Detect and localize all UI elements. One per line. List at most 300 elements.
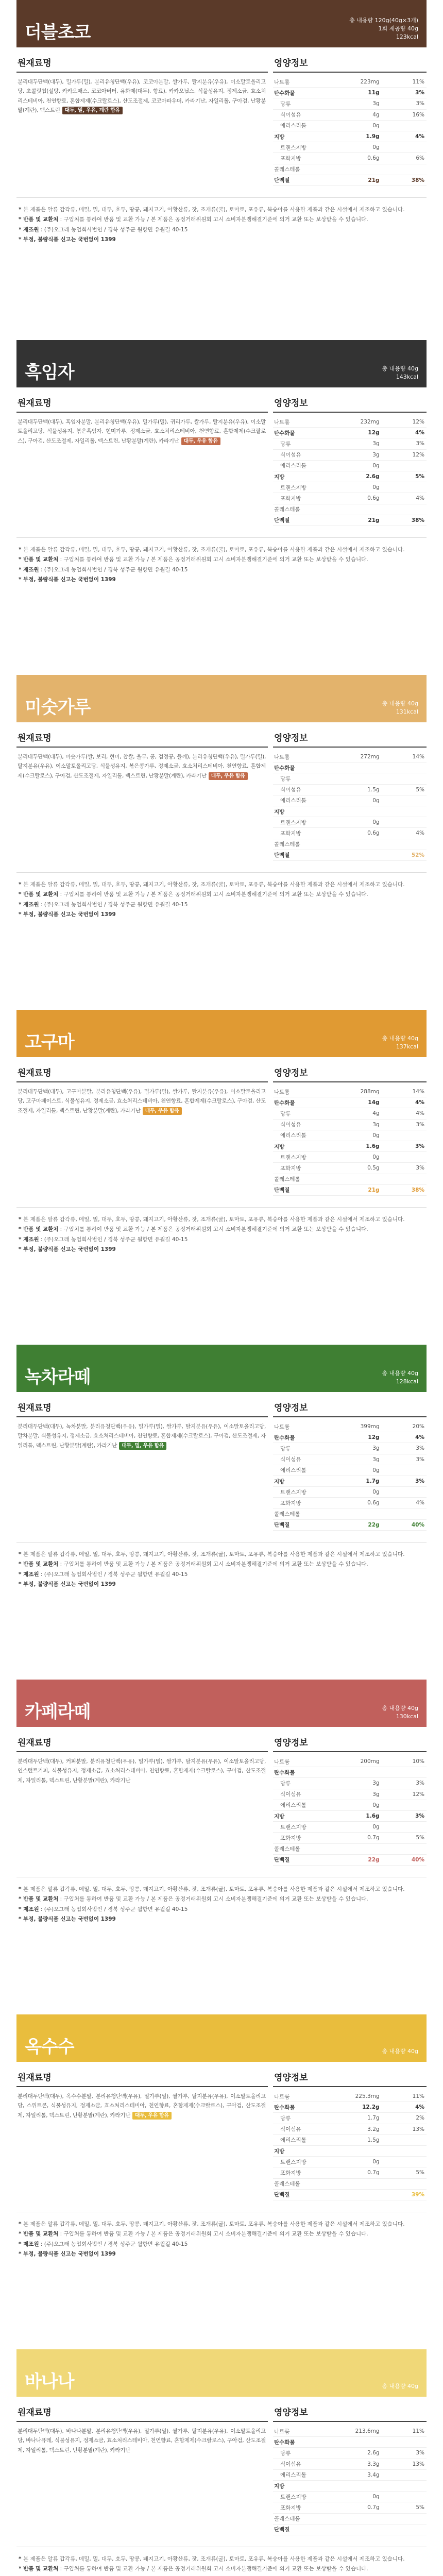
nutrition-row: [273, 98, 427, 109]
nutrient-daily-value: 12%: [384, 1789, 427, 1800]
note-lead: 반품 및 교환처: [23, 2566, 59, 2572]
nutrition-table: [273, 2091, 427, 2200]
nutrient-daily-value: [384, 1767, 427, 1778]
nutrition-row: [273, 1519, 427, 1530]
note-text: : 구입처를 통하여 반품 및 교환 가능 / 본 제품은 공정거래위원회 고시 소비자분쟁해결기준에 의거 교환 또는 보상받을 수 있습니다.: [58, 216, 368, 223]
note-mark: *: [19, 1571, 24, 1578]
note-mark: *: [19, 226, 24, 233]
nutrient-amount: [334, 839, 383, 850]
note-text: : (주)오그래 농업회사법인 / 경북 성주군 월항면 유월길 40-15: [39, 901, 188, 908]
nutrition-row: [273, 839, 427, 850]
note-lead: 부정, 불량식품 신고는 국번없이 1399: [23, 1916, 116, 1923]
note-lead: 제조원: [23, 566, 39, 573]
nutrient-daily-value: [384, 795, 427, 806]
nutrition-column: [273, 1064, 427, 1196]
nutrient-name: 당류: [273, 438, 334, 449]
nutrient-name: 식이섬유: [273, 784, 334, 795]
serving-info: [382, 1704, 419, 1713]
nutrient-daily-value: [384, 504, 427, 515]
note-lead: 반품 및 교환처: [23, 1226, 59, 1233]
nutrient-daily-value: 13%: [384, 2459, 427, 2469]
note-line: [19, 2219, 424, 2229]
serving-label: 1회 제공량: [378, 25, 406, 32]
nutrient-name: 에리스리톨: [273, 795, 334, 806]
nutrient-name: 나트륨: [273, 417, 334, 428]
nutrition-row: [273, 109, 427, 120]
nutrient-name: 탄수화물: [273, 762, 334, 773]
nutrient-amount: 3g: [334, 438, 383, 449]
nutrition-row: [273, 1163, 427, 1174]
nutrient-name: 탄수화물: [273, 1097, 334, 1108]
nutrient-daily-value: 4%: [384, 493, 427, 504]
nutrition-table: [273, 2426, 427, 2535]
note-text: 본 제품은 알류 갑각류, 메밀, 밀, 대두, 호두, 땅콩, 돼지고기, 아황산류, 잣, 조개류(굴), 토마토, 포유류, 복숭아를 사용한 제품과 같은 시설에서 제조하고 있습니다.: [23, 546, 405, 553]
nutrient-daily-value: 5%: [384, 471, 427, 482]
product-header-band: [16, 1345, 427, 1392]
nutrient-name: 식이섬유: [273, 2124, 334, 2134]
nutrient-name: 단백질: [273, 2189, 334, 2200]
nutrient-name: 단백질: [273, 850, 334, 860]
product-header-band: [16, 1010, 427, 1057]
kcal-unit: kcal: [406, 1378, 418, 1385]
product-header-band: [16, 340, 427, 387]
product-notes: [16, 1542, 427, 1590]
ingredients-column: [16, 395, 268, 526]
note-mark: *: [19, 1906, 24, 1912]
nutrient-name: 트랜스지방: [273, 1487, 334, 1498]
nutrient-daily-value: [384, 839, 427, 850]
nutrient-name: 콜레스테롤: [273, 164, 334, 175]
nutrition-table: [273, 1087, 427, 1196]
nutrient-daily-value: 3%: [384, 1476, 427, 1486]
product-name: 카페라떼: [25, 1702, 91, 1722]
nutrition-row: [273, 2134, 427, 2145]
note-mark: *: [19, 556, 24, 563]
nutrition-row: [273, 1152, 427, 1163]
info-columns: [16, 1399, 427, 1531]
kcal-unit: kcal: [406, 708, 418, 716]
note-line: [19, 880, 424, 890]
nutrition-row: [273, 1498, 427, 1509]
nutrient-amount: [334, 2480, 383, 2491]
nutrient-daily-value: 52%: [384, 850, 427, 860]
kcal-unit: kcal: [406, 374, 418, 381]
info-columns: [16, 730, 427, 861]
nutrition-row: [273, 1509, 427, 1519]
kcal-number: 128: [396, 1378, 407, 1385]
nutrient-name: 탄수화물: [273, 2437, 334, 2448]
note-lead: 제조원: [23, 901, 39, 908]
note-mark: *: [19, 1896, 24, 1903]
nutrient-amount: 1.7g: [334, 1476, 383, 1486]
note-mark: *: [19, 206, 24, 213]
product-name: 바나나: [25, 2371, 74, 2392]
note-text: : 구입처를 통하여 반품 및 교환 가능 / 본 제품은 공정거래위원회 고시 소비자분쟁해결기준에 의거 교환 또는 보상받을 수 있습니다.: [58, 1226, 368, 1233]
serving-info: [349, 25, 418, 33]
nutrition-title: 영양정보: [273, 1064, 427, 1082]
ingredients-body: 분리대두단백(대두), 흑임자분말, 분리유청단백(우유), 밀가루(밀), 귀리가루, 쌀가루, 탈지분유(우유), 이소말토올리고당, 식물성유지, 볶은흑임자, 현미가루, 정제소금, 효소처리스테비아, 천연향료, 혼합제제(수크랄로스), 구아검, 산도조절제, 자일리톨, 덱스트린, 난황분말(계란), 카라기난: [18, 419, 266, 444]
nutrient-name: 트랜스지방: [273, 142, 334, 153]
info-columns: [16, 55, 427, 186]
nutrient-name: 나트륨: [273, 2426, 334, 2437]
nutrient-name: 지방: [273, 471, 334, 482]
nutrition-row: [273, 88, 427, 98]
kcal-value: [382, 708, 419, 716]
note-text: : (주)오그래 농업회사법인 / 경북 성주군 월항면 유월길 40-15: [39, 1571, 188, 1578]
nutrient-daily-value: 38%: [384, 175, 427, 185]
nutrient-name: 당류: [273, 1778, 334, 1789]
nutrient-daily-value: 13%: [384, 2124, 427, 2134]
nutrient-amount: 200mg: [334, 1756, 383, 1767]
nutrient-daily-value: 10%: [384, 1756, 427, 1767]
serving-value: 40g: [407, 25, 418, 32]
nutrient-daily-value: 12%: [384, 417, 427, 428]
nutrition-row: [273, 2091, 427, 2102]
product-capacity-info: [349, 16, 418, 41]
nutrient-amount: 3g: [334, 98, 383, 109]
nutrition-row: [273, 515, 427, 526]
nutrient-name: 나트륨: [273, 1421, 334, 1432]
serving-label: 총 내용량: [382, 1705, 406, 1712]
ingredients-text: [16, 73, 268, 115]
note-line: [19, 1570, 424, 1580]
nutrient-amount: [334, 773, 383, 784]
nutrient-name: 나트륨: [273, 1756, 334, 1767]
note-lead: 제조원: [23, 1236, 39, 1243]
note-line: [19, 1245, 424, 1255]
nutrition-row: [273, 2502, 427, 2513]
product-section-1: [0, 0, 443, 309]
ingredients-column: [16, 2404, 268, 2535]
nutrition-row: [273, 806, 427, 817]
ingredients-title: 원재료명: [16, 395, 268, 413]
nutrient-daily-value: 11%: [384, 77, 427, 88]
serving-info: [382, 1035, 419, 1043]
serving-label: 총 내용량: [382, 365, 406, 372]
product-capacity-info: [382, 2382, 419, 2391]
note-lead: 반품 및 교환처: [23, 1561, 59, 1568]
nutrient-daily-value: 4%: [384, 131, 427, 142]
nutrient-daily-value: [384, 1152, 427, 1163]
ingredients-text: [16, 1417, 268, 1450]
nutrition-row: [273, 449, 427, 460]
nutrient-name: 에리스리톨: [273, 120, 334, 131]
serving-info: [382, 365, 419, 373]
nutrition-column: [273, 2404, 427, 2535]
nutrient-daily-value: 4%: [384, 1097, 427, 1108]
nutrient-name: 트랜스지방: [273, 1822, 334, 1833]
allergen-badge: 대두, 밀, 우유, 계란 함유: [62, 107, 123, 114]
nutrient-amount: 12g: [334, 1432, 383, 1443]
nutrition-table: [273, 1756, 427, 1866]
nutrition-row: [273, 1778, 427, 1789]
nutrient-name: 지방: [273, 1810, 334, 1821]
nutrient-amount: [334, 1767, 383, 1778]
note-text: : (주)오그래 농업회사법인 / 경북 성주군 월항면 유월길 40-15: [39, 226, 188, 233]
nutrient-name: 탄수화물: [273, 2102, 334, 2113]
nutrition-row: [273, 1810, 427, 1821]
nutrient-name: 포화지방: [273, 493, 334, 504]
nutrient-daily-value: [384, 1509, 427, 1519]
note-text: 본 제품은 알류 갑각류, 메밀, 밀, 대두, 호두, 땅콩, 돼지고기, 아황산류, 잣, 조개류(굴), 토마토, 포유류, 복숭아를 사용한 제품과 같은 시설에서 제조하고 있습니다.: [23, 881, 405, 888]
note-line: [19, 2229, 424, 2239]
nutrient-daily-value: [384, 2437, 427, 2448]
nutrient-name: 트랜스지방: [273, 2157, 334, 2167]
nutrient-amount: 272mg: [334, 752, 383, 762]
nutrient-amount: 0.6g: [334, 153, 383, 164]
nutrition-title: 영양정보: [273, 1399, 427, 1417]
nutrient-name: 콜레스테롤: [273, 1174, 334, 1184]
nutrient-daily-value: [384, 120, 427, 131]
nutrient-amount: 225.3mg: [334, 2091, 383, 2102]
nutrient-amount: 1.6g: [334, 1810, 383, 1821]
nutrient-name: 콜레스테롤: [273, 839, 334, 850]
nutrition-row: [273, 120, 427, 131]
nutrient-amount: [334, 2524, 383, 2535]
product-section-4: [0, 979, 443, 1314]
nutrition-row: [273, 504, 427, 515]
nutrient-daily-value: 4%: [384, 2102, 427, 2113]
product-name: 미숫가루: [25, 697, 91, 718]
note-text: 본 제품은 알류 갑각류, 메밀, 밀, 대두, 호두, 땅콩, 돼지고기, 아황산류, 잣, 조개류(굴), 토마토, 포유류, 복숭아를 사용한 제품과 같은 시설에서 제조하고 있습니다.: [23, 1886, 405, 1892]
nutrition-column: [273, 1734, 427, 1866]
nutrient-amount: 2.6g: [334, 471, 383, 482]
nutrient-name: 당류: [273, 1108, 334, 1119]
nutrition-column: [273, 395, 427, 526]
nutrient-name: 나트륨: [273, 752, 334, 762]
nutrient-name: 단백질: [273, 1854, 334, 1865]
nutrition-row: [273, 460, 427, 471]
nutrient-amount: 0g: [334, 1487, 383, 1498]
info-columns: [16, 2069, 427, 2200]
nutrient-name: 식이섬유: [273, 449, 334, 460]
nutrient-daily-value: 40%: [384, 1854, 427, 1865]
nutrient-daily-value: [384, 1487, 427, 1498]
nutrient-amount: 14g: [334, 1097, 383, 1108]
nutrient-daily-value: [384, 2524, 427, 2535]
nutrition-row: [273, 1097, 427, 1108]
note-line: [19, 1885, 424, 1894]
nutrient-amount: 21g: [334, 515, 383, 526]
nutrient-name: 에리스리톨: [273, 1800, 334, 1810]
note-text: : (주)오그래 농업회사법인 / 경북 성주군 월항면 유월길 40-15: [39, 1906, 188, 1912]
product-capacity-info: [382, 1035, 419, 1051]
serving-value: 40g: [407, 1370, 418, 1377]
nutrient-amount: [334, 2145, 383, 2156]
nutrient-name: 탄수화물: [273, 428, 334, 438]
ingredients-text: [16, 748, 268, 781]
note-text: : 구입처를 통하여 반품 및 교환 가능 / 본 제품은 공정거래위원회 고시 소비자분쟁해결기준에 의거 교환 또는 보상받을 수 있습니다.: [58, 1896, 368, 1903]
nutrient-daily-value: 4%: [384, 1108, 427, 1119]
note-lead: 부정, 불량식품 신고는 국번없이 1399: [23, 1246, 116, 1253]
nutrition-row: [273, 417, 427, 428]
nutrient-amount: 0g: [334, 460, 383, 471]
nutrient-amount: 0g: [334, 2157, 383, 2167]
nutrient-daily-value: 16%: [384, 109, 427, 120]
note-lead: 반품 및 교환처: [23, 2231, 59, 2238]
nutrient-amount: 0.6g: [334, 493, 383, 504]
nutrition-row: [273, 2178, 427, 2189]
note-lead: 제조원: [23, 1571, 39, 1578]
note-mark: *: [19, 1886, 24, 1892]
product-capacity-info: [382, 1704, 419, 1721]
nutrient-name: 당류: [273, 2448, 334, 2459]
note-mark: *: [19, 2241, 24, 2247]
nutrient-name: 지방: [273, 1141, 334, 1151]
nutrient-daily-value: 2%: [384, 2113, 427, 2124]
nutrition-row: [273, 1854, 427, 1865]
note-mark: *: [19, 1551, 24, 1557]
nutrition-row: [273, 2524, 427, 2535]
note-line: [19, 1894, 424, 1904]
nutrition-row: [273, 1108, 427, 1119]
product-section-7: [0, 1984, 443, 2318]
nutrient-amount: 0.7g: [334, 1833, 383, 1843]
nutrition-table: [273, 77, 427, 186]
nutrient-amount: 0g: [334, 142, 383, 153]
note-mark: *: [19, 2555, 24, 2562]
nutrition-row: [273, 1141, 427, 1151]
note-line: [19, 565, 424, 575]
note-line: [19, 225, 424, 235]
ingredients-column: [16, 1399, 268, 1531]
note-line: [19, 235, 424, 245]
note-mark: *: [19, 901, 24, 908]
nutrient-daily-value: 3%: [384, 1454, 427, 1465]
nutrient-amount: 3g: [334, 1119, 383, 1130]
nutrition-row: [273, 1432, 427, 1443]
kcal-number: 137: [396, 1043, 407, 1050]
ingredients-title: 원재료명: [16, 1064, 268, 1082]
serving-label: 총 내용량: [382, 2048, 406, 2055]
ingredients-body: 분리대두단백(대두), 바나나분말, 분리유청단백(우유), 밀가루(밀), 쌀가루, 탈지분유(우유), 이소말토올리고당, 바나나퓨레, 식물성유지, 정제소금, 효소처리스테비아, 천연향료, 혼합제제(수크랄로스), 구아검, 산도조절제, 자일리톨, 덱스트린, 난황분말(계란), 카라기난: [18, 2428, 266, 2453]
ingredients-column: [16, 730, 268, 861]
note-line: [19, 1905, 424, 1914]
nutrient-daily-value: [384, 1843, 427, 1854]
allergen-badge: 대두, 우유 함유: [209, 772, 248, 780]
nutrient-daily-value: [384, 164, 427, 175]
note-text: : (주)오그래 농업회사법인 / 경북 성주군 월항면 유월길 40-15: [39, 566, 188, 573]
note-text: 본 제품은 알류 갑각류, 메밀, 밀, 대두, 호두, 땅콩, 돼지고기, 아황산류, 잣, 조개류(굴), 토마토, 포유류, 복숭아를 사용한 제품과 같은 시설에서 제조하고 있습니다.: [23, 206, 405, 213]
note-text: 본 제품은 알류 갑각류, 메밀, 밀, 대두, 호두, 땅콩, 돼지고기, 아황산류, 잣, 조개류(굴), 토마토, 포유류, 복숭아를 사용한 제품과 같은 시설에서 제조하고 있습니다.: [23, 1551, 405, 1557]
nutrient-amount: 3.4g: [334, 2469, 383, 2480]
nutrient-name: 지방: [273, 2480, 334, 2491]
product-name: 흑임자: [25, 362, 74, 383]
ingredients-text: [16, 1082, 268, 1115]
nutrient-name: 트랜스지방: [273, 482, 334, 493]
note-mark: *: [19, 1226, 24, 1233]
nutrient-amount: 0.6g: [334, 828, 383, 839]
note-line: [19, 545, 424, 555]
ingredients-column: [16, 2069, 268, 2200]
nutrition-row: [273, 762, 427, 773]
nutrient-amount: 12.2g: [334, 2102, 383, 2113]
nutrition-row: [273, 1421, 427, 1432]
nutrient-amount: [334, 504, 383, 515]
note-mark: *: [19, 1561, 24, 1568]
note-lead: 부정, 불량식품 신고는 국번없이 1399: [23, 577, 116, 583]
note-line: [19, 1580, 424, 1589]
nutrition-row: [273, 2145, 427, 2156]
nutrition-row: [273, 2459, 427, 2469]
nutrient-name: 나트륨: [273, 1087, 334, 1097]
product-section-5: [0, 1314, 443, 1649]
nutrition-row: [273, 2426, 427, 2437]
nutrient-amount: [334, 2178, 383, 2189]
nutrition-row: [273, 1822, 427, 1833]
note-line: [19, 1225, 424, 1234]
kcal-unit: kcal: [406, 33, 418, 41]
nutrient-daily-value: 4%: [384, 1498, 427, 1509]
nutrient-daily-value: [384, 1465, 427, 1476]
nutrition-row: [273, 77, 427, 88]
nutrition-row: [273, 1443, 427, 1454]
note-line: [19, 1550, 424, 1560]
nutrient-name: 트랜스지방: [273, 1152, 334, 1163]
nutrient-daily-value: 6%: [384, 153, 427, 164]
note-lead: 부정, 불량식품 신고는 국번없이 1399: [23, 1581, 116, 1588]
nutrient-daily-value: 3%: [384, 1778, 427, 1789]
nutrient-daily-value: 3%: [384, 2448, 427, 2459]
nutrient-amount: 21g: [334, 175, 383, 185]
serving-value: 40g: [407, 1705, 418, 1712]
nutrient-amount: 3.3g: [334, 2459, 383, 2469]
nutrient-daily-value: [384, 142, 427, 153]
note-mark: *: [19, 1216, 24, 1223]
nutrient-name: 식이섬유: [273, 1119, 334, 1130]
nutrient-name: 나트륨: [273, 77, 334, 88]
ingredients-title: 원재료명: [16, 730, 268, 748]
nutrient-amount: [334, 2437, 383, 2448]
kcal-value: [382, 1043, 419, 1051]
nutrient-daily-value: 5%: [384, 1833, 427, 1843]
kcal-number: 143: [396, 374, 407, 381]
nutrient-name: 콜레스테롤: [273, 1843, 334, 1854]
capacity-label: 총 내용량: [349, 17, 373, 24]
nutrient-name: 식이섬유: [273, 1789, 334, 1800]
nutrient-daily-value: [384, 2480, 427, 2491]
kcal-value: [382, 373, 419, 381]
nutrient-amount: 0.5g: [334, 1163, 383, 1174]
nutrient-daily-value: [384, 1130, 427, 1141]
note-mark: *: [19, 2221, 24, 2227]
serving-info: [382, 2382, 419, 2391]
nutrient-amount: 0g: [334, 2492, 383, 2502]
nutrient-daily-value: [384, 2469, 427, 2480]
kcal-unit: kcal: [406, 1043, 418, 1050]
nutrient-daily-value: [384, 762, 427, 773]
nutrient-name: 트랜스지방: [273, 2492, 334, 2502]
info-columns: [16, 1064, 427, 1196]
nutrient-amount: 11g: [334, 88, 383, 98]
note-mark: *: [19, 1916, 24, 1923]
nutrient-amount: 0.7g: [334, 2502, 383, 2513]
note-mark: *: [19, 236, 24, 243]
nutrition-row: [273, 773, 427, 784]
product-section-2: [0, 309, 443, 644]
nutrition-row: [273, 1087, 427, 1097]
product-notes: [16, 1207, 427, 1255]
nutrition-table: [273, 752, 427, 861]
info-columns: [16, 1734, 427, 1866]
nutrient-name: 에리스리톨: [273, 1130, 334, 1141]
nutrient-amount: 213.6mg: [334, 2426, 383, 2437]
ingredients-text: [16, 2087, 268, 2120]
ingredients-text: [16, 413, 268, 446]
note-line: [19, 555, 424, 565]
kcal-number: 123: [396, 33, 407, 41]
nutrient-amount: 3g: [334, 1454, 383, 1465]
